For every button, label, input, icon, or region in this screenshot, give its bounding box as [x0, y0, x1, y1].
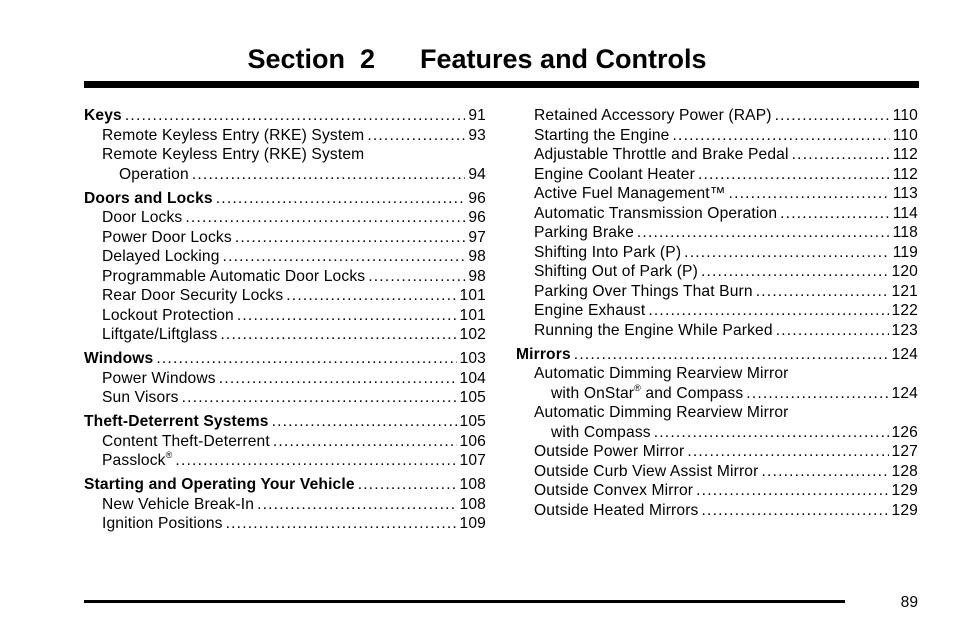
- toc-entry: [516, 126, 918, 146]
- toc-entry-title: [534, 462, 758, 482]
- toc-entry: [516, 106, 918, 126]
- toc-entry-text: Windows: [84, 350, 154, 367]
- dot-leader: [185, 208, 465, 228]
- toc-entry-text: Remote Keyless Entry (RKE) System: [102, 126, 365, 144]
- toc-entry-title: [534, 501, 699, 521]
- footer-rule: [84, 600, 845, 603]
- dot-leader: [637, 223, 890, 243]
- toc-line: Automatic Dimming Rearview Mirror: [534, 404, 789, 421]
- toc-entry-text: Mirrors: [516, 345, 571, 363]
- toc-entry-title: [102, 306, 234, 326]
- toc-entry-title: [102, 208, 182, 228]
- toc-entry-title: [551, 423, 651, 443]
- dot-leader: [273, 432, 457, 452]
- dot-leader: [780, 204, 890, 224]
- toc-page-number: 91: [468, 107, 486, 124]
- toc-page-number: 110: [892, 107, 918, 124]
- dot-leader: [216, 189, 466, 209]
- toc-entry-text: Operation: [119, 165, 189, 183]
- toc-entry-text: Outside Heated Mirrors: [534, 501, 699, 519]
- toc-entry-text: Ignition Positions: [102, 515, 223, 532]
- toc-entry: [84, 247, 486, 267]
- toc-entry: [516, 501, 918, 521]
- dot-leader: [792, 145, 890, 165]
- dot-leader: [367, 126, 465, 146]
- toc-entry-title: [84, 106, 122, 126]
- toc-entry-text: Retained Accessory Power (RAP): [534, 107, 772, 124]
- toc-page-number: 112: [892, 165, 918, 183]
- toc-entry: [516, 481, 918, 501]
- toc-entry-text: Parking Brake: [534, 224, 634, 241]
- toc-entry: [84, 369, 486, 389]
- toc-entry-title: [102, 247, 220, 267]
- toc-entry: [516, 462, 918, 482]
- toc-entry: [516, 282, 918, 302]
- toc-page-number: 101: [459, 287, 486, 304]
- toc-page-number: 124: [891, 345, 918, 363]
- toc-page-number: 101: [459, 306, 486, 324]
- toc-entry-title: [84, 189, 213, 209]
- dot-leader: [701, 262, 889, 282]
- toc-entry: [516, 423, 918, 443]
- toc-entry-title: [534, 106, 772, 126]
- toc-entry-text-continued: and Compass: [640, 384, 744, 402]
- toc-entry-text: Sun Visors: [102, 389, 179, 406]
- toc-entry-text: with Compass: [551, 423, 651, 441]
- dot-leader: [654, 423, 889, 443]
- toc-entry-title: [102, 126, 364, 146]
- toc-entry-text: New Vehicle Break-In: [102, 495, 255, 513]
- toc-entry: [516, 301, 918, 321]
- toc-page-number: 98: [468, 248, 486, 265]
- toc-page-number: 107: [459, 452, 486, 469]
- toc-entry: [516, 165, 918, 185]
- toc-entry: [84, 165, 486, 185]
- toc-entry-title: [84, 412, 269, 432]
- dot-leader: [182, 388, 457, 408]
- toc-page-number: 127: [891, 443, 918, 460]
- dot-leader: [776, 321, 889, 341]
- toc-entry: [516, 243, 918, 263]
- toc-entry-title: [84, 475, 355, 495]
- dot-leader: [272, 412, 457, 432]
- toc-page-number: 105: [459, 413, 486, 430]
- toc-entry-title: [102, 267, 365, 287]
- toc-entry-text: Doors and Locks: [84, 189, 213, 207]
- toc-page-number: 98: [468, 267, 486, 285]
- toc-entry-title: [534, 262, 698, 282]
- dot-leader: [257, 495, 456, 515]
- toc-page-number: 129: [891, 482, 918, 499]
- toc-entry-text: Keys: [84, 107, 122, 124]
- toc-entry-title: [534, 184, 726, 204]
- toc-page-number: 113: [892, 185, 918, 202]
- toc-page-number: 118: [892, 224, 918, 241]
- toc-page-number: 96: [468, 209, 486, 226]
- title-rule: [84, 81, 919, 88]
- toc-entry: [516, 184, 918, 204]
- toc-page-number: 108: [459, 495, 486, 513]
- toc-entry: [516, 442, 918, 462]
- toc-entry-text: Programmable Automatic Door Locks: [102, 267, 366, 285]
- toc-entry-text: Parking Over Things That Burn: [534, 282, 753, 300]
- toc-heading: [84, 189, 486, 209]
- dot-leader: [729, 184, 890, 204]
- toc-entry-title: [534, 165, 695, 185]
- toc-page-number: 93: [468, 126, 486, 144]
- toc-page-number: 109: [459, 515, 486, 532]
- toc-entry-title: [534, 243, 681, 263]
- dot-leader: [235, 228, 466, 248]
- dot-leader: [226, 514, 457, 534]
- dot-leader: [687, 442, 888, 462]
- toc-entry-text: Engine Coolant Heater: [534, 165, 695, 183]
- toc-page-number: 106: [459, 432, 486, 450]
- toc-entry-title: [534, 204, 777, 224]
- dot-leader: [286, 286, 456, 306]
- dot-leader: [220, 325, 456, 345]
- dot-leader: [761, 462, 888, 482]
- dot-leader: [684, 243, 890, 263]
- toc-page-number: 94: [468, 165, 486, 183]
- toc-entry-text: Outside Power Mirror: [534, 443, 685, 460]
- toc-entry-text: Shifting Out of Park (P): [534, 263, 698, 280]
- toc-entry-title: [534, 223, 634, 243]
- dot-leader: [237, 306, 457, 326]
- toc-page-number: 102: [459, 326, 486, 343]
- toc-entry: [84, 306, 486, 326]
- toc-entry-text: Outside Curb View Assist Mirror: [534, 462, 759, 480]
- toc-entry-title: [102, 325, 217, 345]
- dot-leader: [175, 451, 456, 471]
- toc-page-number: 120: [891, 263, 918, 280]
- dot-leader: [368, 267, 465, 287]
- toc-entry: [84, 451, 486, 471]
- toc-page-number: 96: [468, 189, 486, 207]
- toc-page-number: 103: [459, 350, 486, 367]
- toc-entry: [84, 267, 486, 287]
- toc-page-number: 104: [459, 369, 486, 387]
- dot-leader: [702, 501, 889, 521]
- section-title: Section 2 Features and Controls: [247, 44, 707, 74]
- dot-leader: [746, 384, 888, 404]
- toc-entry: [84, 286, 486, 306]
- toc-page-number: 108: [459, 476, 486, 493]
- toc-page-number: 112: [892, 146, 918, 163]
- toc-column-left: [84, 106, 486, 534]
- dot-leader: [775, 106, 890, 126]
- toc-entry-title: [534, 442, 684, 462]
- dot-leader: [125, 106, 465, 126]
- toc-entry-text: Automatic Transmission Operation: [534, 204, 778, 222]
- toc-entry: [84, 228, 486, 248]
- toc-entry-title: [119, 165, 189, 185]
- toc-page-number: 105: [459, 389, 486, 406]
- toc-entry: [84, 208, 486, 228]
- toc-entry: [84, 514, 486, 534]
- toc-entry: [84, 126, 486, 146]
- toc-entry-title: [102, 286, 283, 306]
- toc-entry-text: Power Windows: [102, 369, 216, 387]
- dot-leader: [696, 481, 888, 501]
- toc-page-number: 121: [891, 282, 918, 300]
- toc-entry-title: [102, 432, 270, 452]
- page-number: 89: [900, 594, 918, 611]
- toc-entry-title: [102, 228, 232, 248]
- toc-entry-text: Content Theft-Deterrent: [102, 432, 270, 450]
- toc-entry-title: [551, 384, 743, 404]
- dot-leader: [574, 345, 889, 365]
- toc-entry: [84, 495, 486, 515]
- dot-leader: [358, 475, 457, 495]
- toc-entry: [84, 432, 486, 452]
- toc-entry-text: Adjustable Throttle and Brake Pedal: [534, 146, 789, 163]
- toc-page-number: 114: [892, 204, 918, 222]
- toc-entry-title: [534, 145, 789, 165]
- toc-entry: [516, 204, 918, 224]
- toc-entry-title: [534, 321, 773, 341]
- toc-entry-text: Liftgate/Liftglass: [102, 326, 218, 343]
- toc-entry-title: [102, 451, 172, 471]
- toc-entry-text: Theft-Deterrent Systems: [84, 413, 269, 430]
- dot-leader: [156, 349, 456, 369]
- toc-entry-text: Engine Exhaust: [534, 302, 646, 319]
- toc-entry-text: Rear Door Security Locks: [102, 287, 284, 304]
- toc-entry: [516, 145, 918, 165]
- registered-mark: ®: [165, 450, 173, 460]
- toc-entry-text: Door Locks: [102, 209, 183, 226]
- toc-page-number: 119: [892, 243, 918, 261]
- toc-entry-title: [102, 369, 216, 389]
- toc-entry-title: [516, 345, 571, 365]
- toc-entry-title: [534, 282, 753, 302]
- toc-entry-title: [84, 349, 153, 369]
- dot-leader: [219, 369, 457, 389]
- dot-leader: [648, 301, 888, 321]
- toc-page-number: 97: [468, 228, 486, 246]
- toc-page-number: 110: [892, 126, 918, 144]
- toc-entry-text: Outside Convex Mirror: [534, 482, 694, 499]
- toc-page-number: 124: [891, 384, 918, 402]
- dot-leader: [192, 165, 466, 185]
- toc-entry-text: Starting the Engine: [534, 126, 670, 144]
- toc-entry-title: [534, 301, 645, 321]
- dot-leader: [756, 282, 889, 302]
- toc-entry: [84, 388, 486, 408]
- toc-page-number: 126: [891, 423, 918, 441]
- toc-heading: [516, 345, 918, 365]
- toc-entry-text: Power Door Locks: [102, 228, 232, 246]
- toc-entry-text: Lockout Protection: [102, 306, 234, 324]
- dot-leader: [673, 126, 890, 146]
- toc-entry: [516, 223, 918, 243]
- toc-page-number: 128: [891, 462, 918, 480]
- dot-leader: [698, 165, 890, 185]
- toc-entry: [516, 384, 918, 404]
- toc-heading: [84, 475, 486, 495]
- toc-entry-text: Passlock: [102, 452, 166, 469]
- toc-entry-title: [534, 126, 670, 146]
- toc-line: Remote Keyless Entry (RKE) System: [102, 146, 365, 163]
- toc-heading: [84, 106, 486, 126]
- toc-page-number: 123: [891, 321, 918, 339]
- toc-entry-title: [102, 514, 223, 534]
- toc-entry: [516, 262, 918, 282]
- toc-entry-text: Shifting Into Park (P): [534, 243, 682, 261]
- toc-page-number: 129: [891, 501, 918, 519]
- toc-entry-text: Active Fuel Management™: [534, 185, 726, 202]
- toc-line: Automatic Dimming Rearview Mirror: [534, 365, 789, 382]
- toc-heading: [84, 349, 486, 369]
- toc-entry-text: with OnStar: [551, 384, 635, 402]
- toc-heading: [84, 412, 486, 432]
- toc-entry-title: [102, 495, 254, 515]
- toc-entry-text: Running the Engine While Parked: [534, 321, 773, 339]
- registered-mark: ®: [634, 382, 641, 393]
- dot-leader: [223, 247, 466, 267]
- toc-entry-title: [102, 388, 179, 408]
- toc-entry: [516, 321, 918, 341]
- toc-entry-text: Delayed Locking: [102, 248, 220, 265]
- toc-column-right: [516, 106, 918, 520]
- toc-entry: [84, 325, 486, 345]
- toc-page-number: 122: [891, 302, 918, 319]
- toc-entry-text: Starting and Operating Your Vehicle: [84, 476, 355, 493]
- toc-entry-title: [534, 481, 693, 501]
